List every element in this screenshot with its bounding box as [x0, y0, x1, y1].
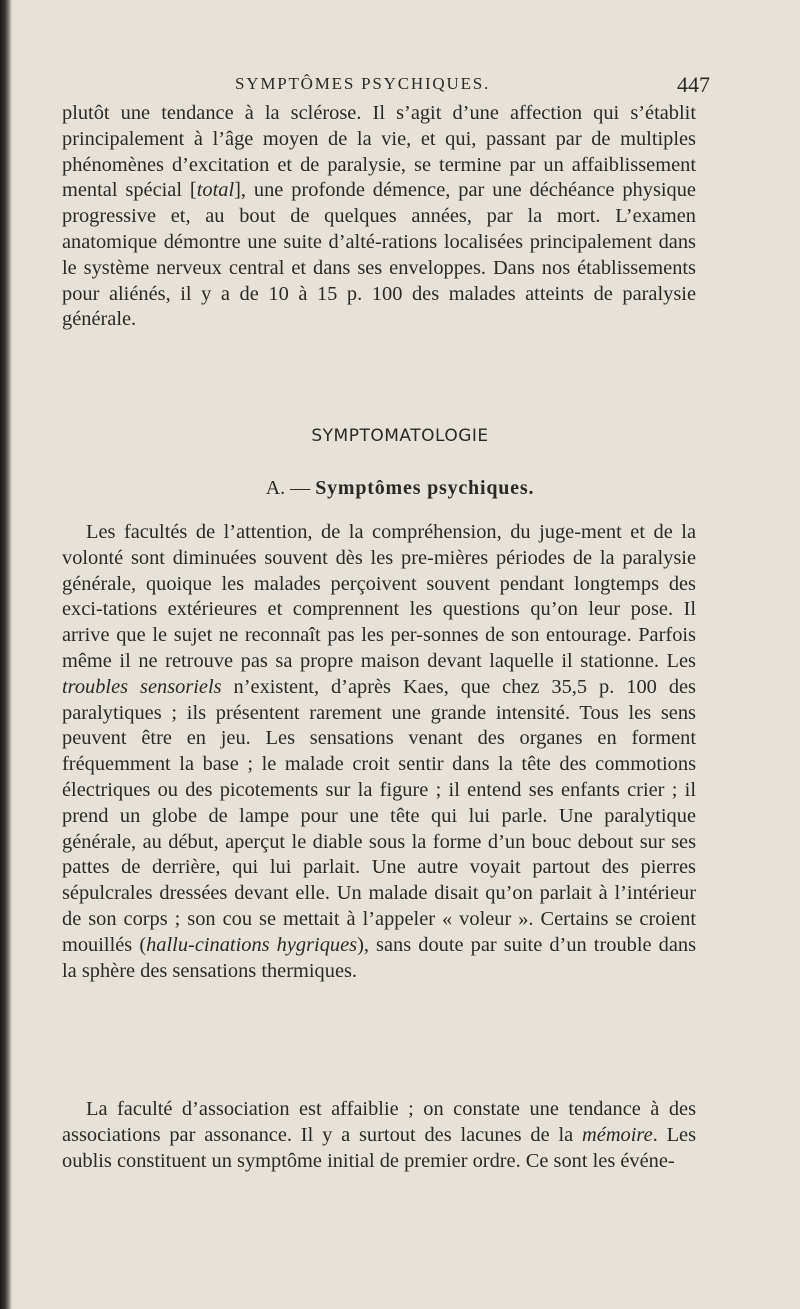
page-number: 447	[677, 72, 710, 97]
paragraph-text: La faculté d’association est affaiblie ; on constate une tendance à des associations par assonance. Il y a surtout des lacunes de la	[62, 1098, 696, 1146]
paragraph-text: plutôt une tendance à la sclérose. Il s’agit d’une affection qui s’établit principalement à l’âge moyen de la vie, et qui, passant par de multiples phénomènes d’excitation et de paralysie, se termine par un affaiblissement mental spécial [	[62, 102, 696, 202]
paragraph-intro	[62, 101, 696, 333]
paragraph-text: ], une profonde démence, par une déchéance physique progressive et, au bout de quelques années, par la mort. L’examen anatomique démontre une suite d’alté-rations localisées principalement dans le système nerveux central et dans ses enveloppes. Dans nos établissements pour aliénés, il y a de 10 à 15 p. 100 des malades atteints de paralysie générale.	[62, 179, 696, 331]
paragraph-text: Les facultés de l’attention, de la compréhension, du juge-ment et de la volonté sont diminuées souvent dès les pre-mières périodes de la paralysie générale, quoique les malades perçoivent souvent pendant longtemps des exci-tations extérieures et comprennent les questions qu’on leur pose. Il arrive que le sujet ne reconnaît pas les per-sonnes de son entourage. Parfois même il ne retrouve pas sa propre maison devant laquelle il stationne. Les	[62, 521, 696, 672]
italic-term: total	[196, 179, 235, 202]
italic-term: hallu-cinations hygriques	[146, 933, 358, 956]
italic-term: troubles sensoriels	[62, 675, 222, 698]
paragraph-text: ), sans doute par suite d’un trouble dans la sphère des sensations thermiques.	[62, 933, 697, 982]
paragraph-text: n’existent, d’après Kaes, que chez 35,5 p. 100 des paralytiques ; ils présentent rarement une grande intensité. Tous les sens peuvent être en jeu. Les sensations venant des organes en forment fréquemment la base ; le malade croit sentir dans la tête des commotions électriques ou des picotements sur la figure ; il entend ses enfants crier ; il prend un globe de lampe pour une tête qui lui parle. Une paralytique générale, au début, aperçut le diable sous la forme d’un bouc debout sur ses pattes de derrière, qui lui parlait. Une autre voyait partout des pierres sépulcrales dressées devant elle. Un malade disait qu’on parlait à l’intérieur de son corps ; son cou se mettait à l’appeler « voleur ». Certains se croient mouillés (	[62, 675, 696, 956]
paragraph-text: . Les oublis constituent un symptôme initial de premier ordre. Ce sont les événe-	[62, 1123, 697, 1172]
running-title: SYMPTÔMES PSYCHIQUES.	[235, 74, 491, 93]
page-header	[60, 74, 710, 98]
paragraph-symptoms	[62, 520, 696, 984]
section-heading: SYMPTOMATOLOGIE	[311, 426, 489, 446]
subsection-heading	[0, 477, 800, 500]
page-binding-edge	[0, 0, 12, 1309]
subsection-title: Symptômes psychiques.	[315, 477, 535, 499]
italic-term: mémoire	[582, 1123, 653, 1146]
paragraph-association	[62, 1097, 696, 1174]
subsection-prefix: A. —	[265, 477, 316, 499]
